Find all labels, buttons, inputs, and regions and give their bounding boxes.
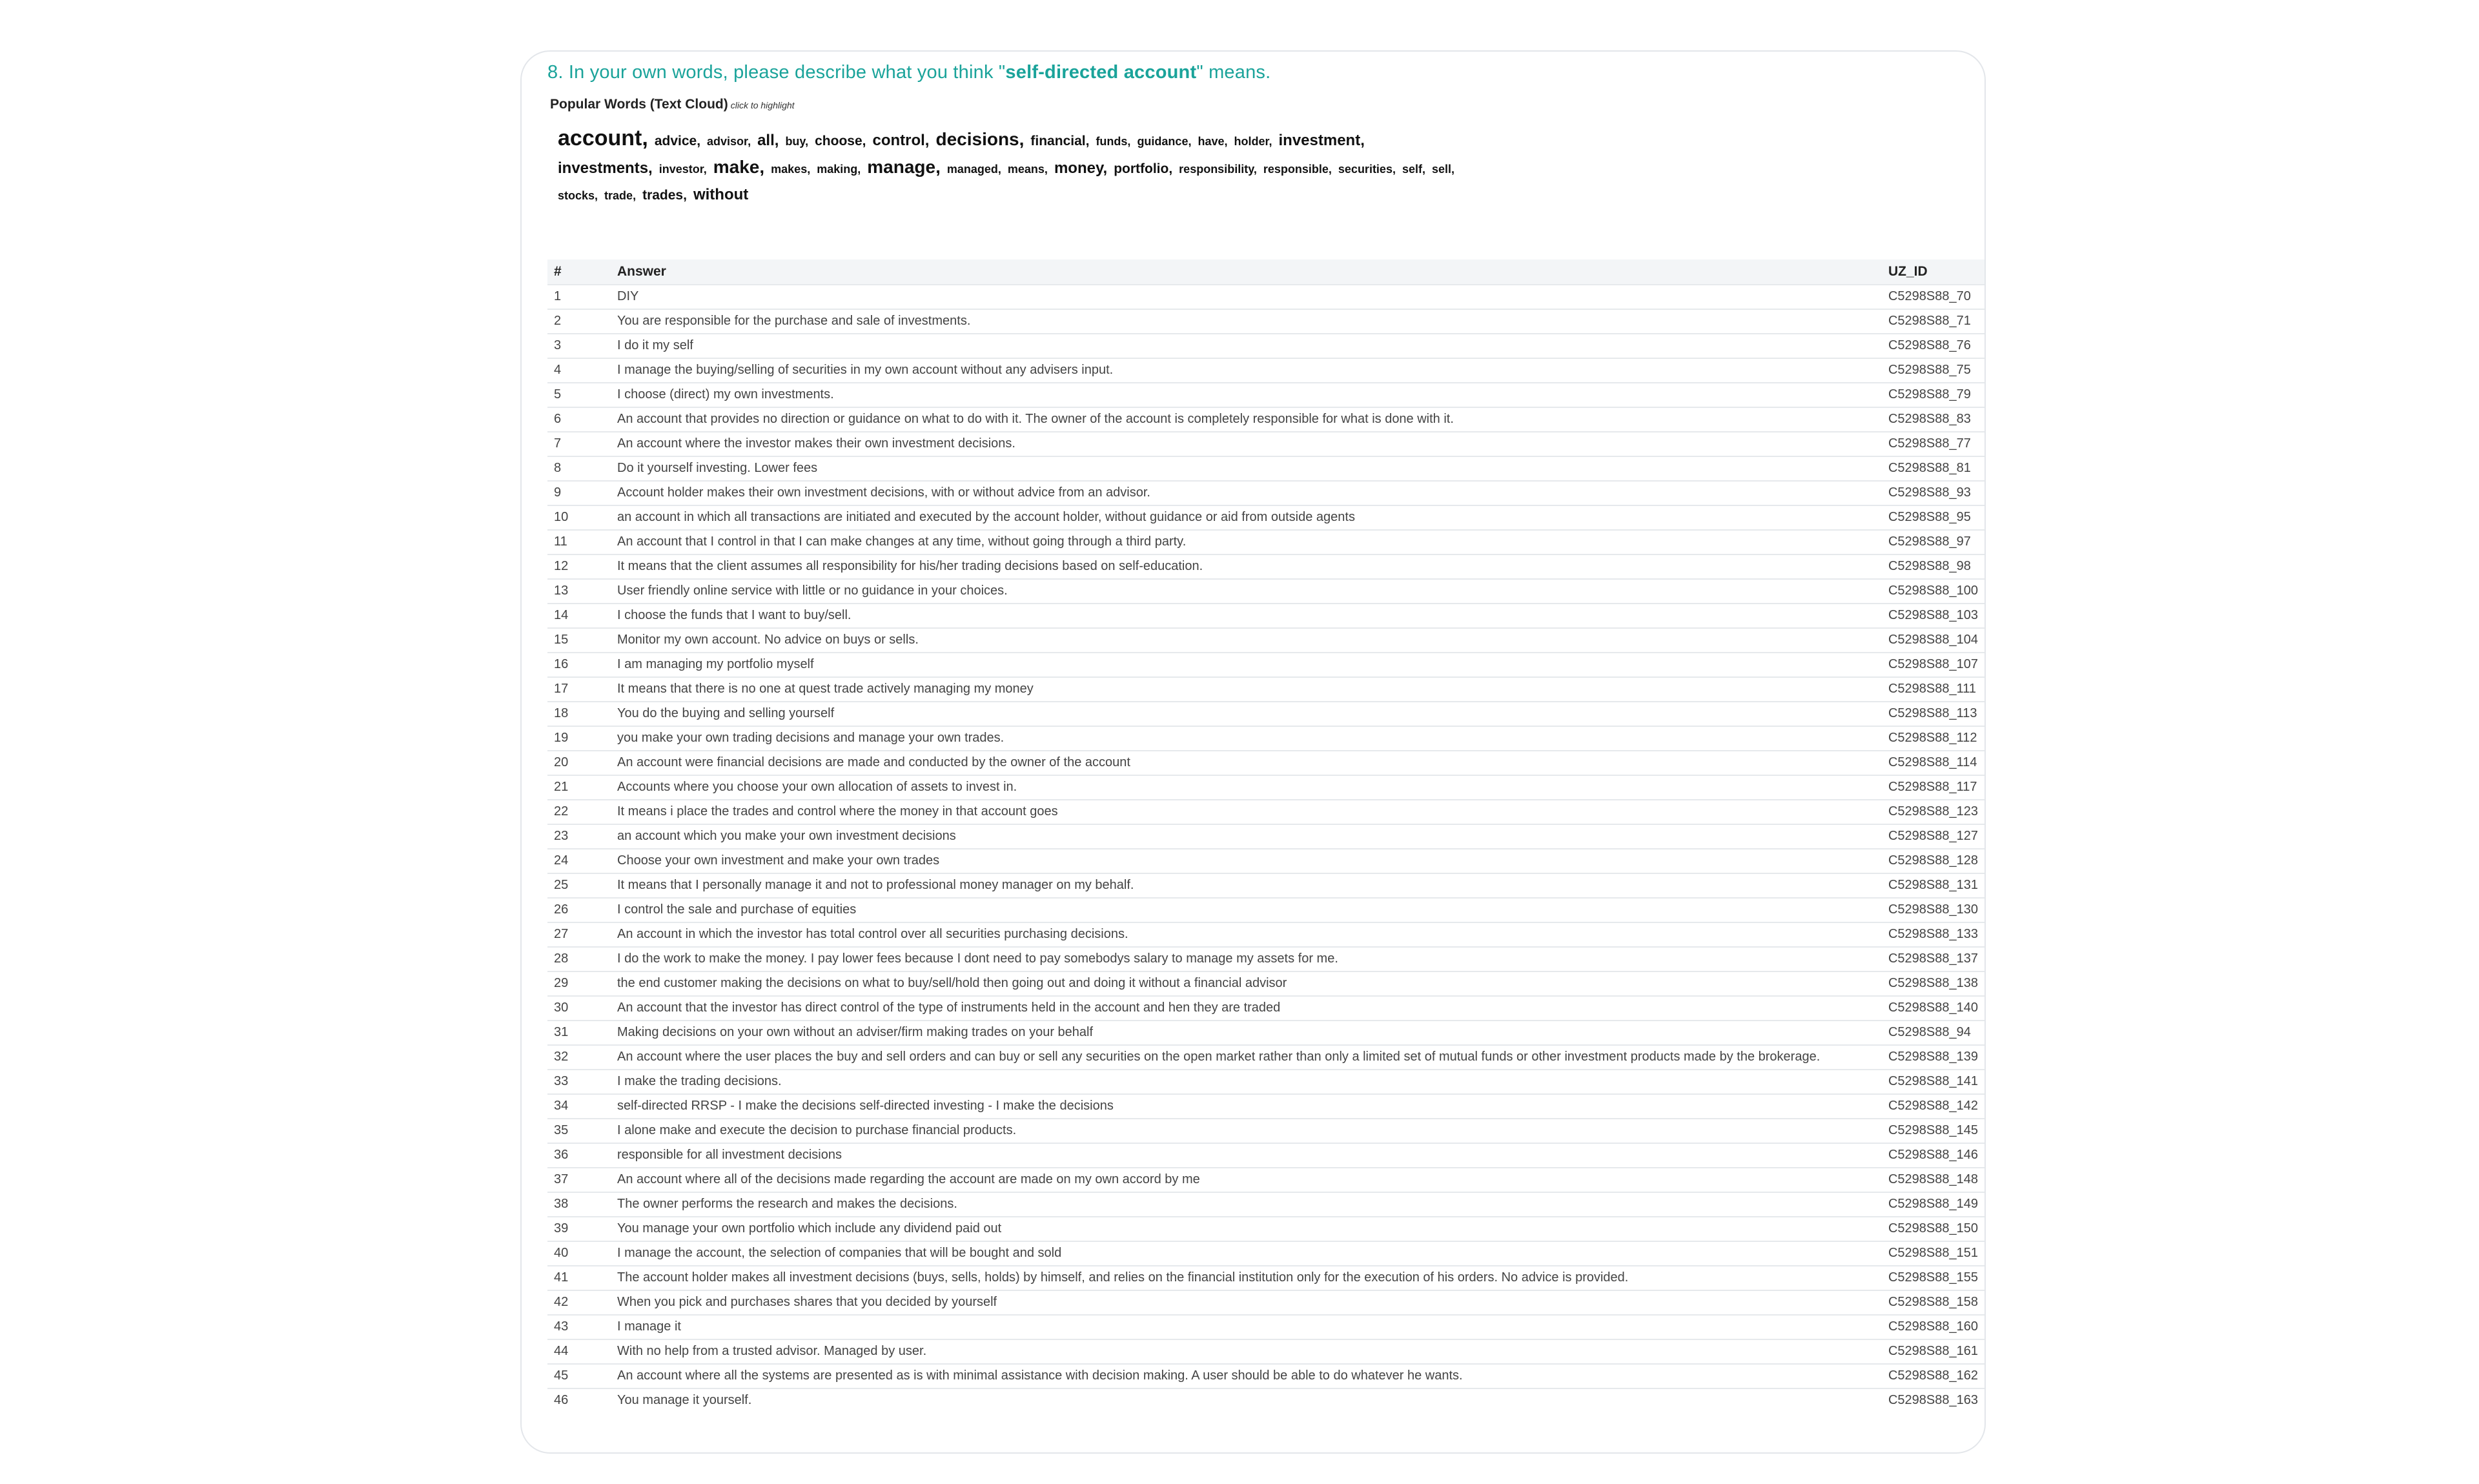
table-row (547, 432, 1984, 456)
table-row (547, 653, 1984, 677)
row-answer: An account where all the systems are presented as is with minimal assistance with decision making. A user should be able to do whatever he wants. (611, 1364, 1882, 1388)
row-number: 30 (547, 996, 611, 1021)
row-number: 6 (547, 407, 611, 432)
table-row (547, 604, 1984, 628)
row-answer: I choose the funds that I want to buy/sell. (611, 604, 1882, 628)
row-uz-id: C5298S88_151 (1882, 1241, 1984, 1266)
cloud-word[interactable]: funds, (1096, 135, 1131, 148)
header-number: # (547, 259, 611, 285)
table-row (547, 1021, 1984, 1045)
table-row (547, 922, 1984, 947)
row-number: 45 (547, 1364, 611, 1388)
row-number: 1 (547, 285, 611, 309)
text-cloud-title-label: Popular Words (Text Cloud) (550, 97, 728, 112)
row-answer: an account in which all transactions are initiated and executed by the account holder, without guidance or aid from outside agents (611, 505, 1882, 530)
cloud-word[interactable]: advisor, (707, 135, 751, 148)
row-uz-id: C5298S88_112 (1882, 726, 1984, 751)
question-emphasis: self-directed account (1005, 62, 1197, 83)
row-uz-id: C5298S88_139 (1882, 1045, 1984, 1070)
row-uz-id: C5298S88_128 (1882, 849, 1984, 873)
table-row (547, 383, 1984, 407)
cloud-word[interactable]: responsibility, (1179, 163, 1257, 176)
row-uz-id: C5298S88_83 (1882, 407, 1984, 432)
table-row (547, 530, 1984, 554)
row-uz-id: C5298S88_149 (1882, 1192, 1984, 1217)
cloud-word[interactable]: portfolio, (1114, 161, 1173, 176)
table-row (547, 1315, 1984, 1339)
question-heading (547, 62, 1270, 83)
table-row (547, 1388, 1984, 1412)
cloud-word[interactable]: make, (713, 157, 765, 177)
table-row (547, 947, 1984, 971)
row-uz-id: C5298S88_98 (1882, 554, 1984, 579)
row-number: 23 (547, 824, 611, 849)
row-uz-id: C5298S88_145 (1882, 1119, 1984, 1143)
table-row (547, 726, 1984, 751)
table-row (547, 1241, 1984, 1266)
row-answer: Monitor my own account. No advice on buys or sells. (611, 628, 1882, 653)
row-answer: Making decisions on your own without an adviser/firm making trades on your behalf (611, 1021, 1882, 1045)
row-number: 41 (547, 1266, 611, 1290)
row-answer: It means that the client assumes all responsibility for his/her trading decisions based on self-education. (611, 554, 1882, 579)
table-row (547, 309, 1984, 334)
text-cloud-title (550, 97, 795, 112)
row-uz-id: C5298S88_162 (1882, 1364, 1984, 1388)
row-answer: I make the trading decisions. (611, 1070, 1882, 1094)
row-number: 35 (547, 1119, 611, 1143)
row-uz-id: C5298S88_76 (1882, 334, 1984, 358)
header-answer: Answer (611, 259, 1882, 285)
table-row (547, 873, 1984, 898)
question-number: 8. (547, 62, 564, 83)
row-answer: I manage the buying/selling of securities in my own account without any advisers input. (611, 358, 1882, 383)
table-row (547, 579, 1984, 604)
table-row (547, 677, 1984, 702)
row-number: 37 (547, 1168, 611, 1192)
row-number: 5 (547, 383, 611, 407)
row-uz-id: C5298S88_123 (1882, 800, 1984, 824)
cloud-word[interactable]: account, (558, 126, 648, 150)
table-row (547, 481, 1984, 505)
cloud-word[interactable]: securities, (1338, 163, 1396, 176)
row-uz-id: C5298S88_95 (1882, 505, 1984, 530)
row-number: 7 (547, 432, 611, 456)
table-row (547, 1217, 1984, 1241)
row-answer: I am managing my portfolio myself (611, 653, 1882, 677)
row-number: 19 (547, 726, 611, 751)
row-number: 11 (547, 530, 611, 554)
row-uz-id: C5298S88_155 (1882, 1266, 1984, 1290)
table-row (547, 702, 1984, 726)
row-answer: An account that provides no direction or guidance on what to do with it. The owner of the account is completely responsible for what is done with it. (611, 407, 1882, 432)
row-answer: I manage it (611, 1315, 1882, 1339)
row-answer: It means i place the trades and control where the money in that account goes (611, 800, 1882, 824)
row-uz-id: C5298S88_104 (1882, 628, 1984, 653)
row-number: 9 (547, 481, 611, 505)
row-uz-id: C5298S88_127 (1882, 824, 1984, 849)
row-answer: When you pick and purchases shares that you decided by yourself (611, 1290, 1882, 1315)
row-number: 8 (547, 456, 611, 481)
cloud-word[interactable]: making, (817, 163, 861, 176)
table-row (547, 971, 1984, 996)
row-uz-id: C5298S88_111 (1882, 677, 1984, 702)
row-uz-id: C5298S88_113 (1882, 702, 1984, 726)
row-number: 20 (547, 751, 611, 775)
row-uz-id: C5298S88_163 (1882, 1388, 1984, 1412)
table-row (547, 1094, 1984, 1119)
table-row (547, 1339, 1984, 1364)
row-number: 17 (547, 677, 611, 702)
cloud-word[interactable]: managed, (946, 163, 1001, 176)
row-uz-id: C5298S88_94 (1882, 1021, 1984, 1045)
row-uz-id: C5298S88_141 (1882, 1070, 1984, 1094)
row-answer: Accounts where you choose your own allocation of assets to invest in. (611, 775, 1882, 800)
table-row (547, 358, 1984, 383)
row-uz-id: C5298S88_93 (1882, 481, 1984, 505)
row-answer: I control the sale and purchase of equities (611, 898, 1882, 922)
row-answer: You manage it yourself. (611, 1388, 1882, 1412)
row-uz-id: C5298S88_71 (1882, 309, 1984, 334)
table-row (547, 628, 1984, 653)
row-number: 33 (547, 1070, 611, 1094)
table-row (547, 1168, 1984, 1192)
row-uz-id: C5298S88_75 (1882, 358, 1984, 383)
row-uz-id: C5298S88_148 (1882, 1168, 1984, 1192)
row-number: 27 (547, 922, 611, 947)
question-prefix: In your own words, please describe what you think " (563, 62, 1006, 83)
row-answer: It means that I personally manage it and not to professional money manager on my behalf. (611, 873, 1882, 898)
table-row (547, 1119, 1984, 1143)
row-answer: Account holder makes their own investment decisions, with or without advice from an advisor. (611, 481, 1882, 505)
row-number: 39 (547, 1217, 611, 1241)
row-number: 12 (547, 554, 611, 579)
cloud-word[interactable]: responsible, (1263, 163, 1332, 176)
table-row (547, 1364, 1984, 1388)
row-answer: You do the buying and selling yourself (611, 702, 1882, 726)
row-uz-id: C5298S88_130 (1882, 898, 1984, 922)
row-number: 3 (547, 334, 611, 358)
row-number: 24 (547, 849, 611, 873)
text-cloud (558, 126, 1462, 209)
cloud-word[interactable]: have, (1198, 135, 1228, 148)
cloud-word[interactable]: means, (1007, 163, 1048, 176)
row-answer: An account that I control in that I can make changes at any time, without going through a third party. (611, 530, 1882, 554)
table-row (547, 505, 1984, 530)
table-row (547, 800, 1984, 824)
row-number: 46 (547, 1388, 611, 1412)
cloud-word[interactable]: holder, (1234, 135, 1272, 148)
cloud-word[interactable]: sell, (1432, 163, 1455, 176)
row-uz-id: C5298S88_150 (1882, 1217, 1984, 1241)
row-answer: I manage the account, the selection of companies that will be bought and sold (611, 1241, 1882, 1266)
answers-table (547, 259, 1984, 1412)
row-uz-id: C5298S88_161 (1882, 1339, 1984, 1364)
row-answer: An account in which the investor has total control over all securities purchasing decisions. (611, 922, 1882, 947)
row-answer: I do it my self (611, 334, 1882, 358)
row-number: 16 (547, 653, 611, 677)
row-number: 25 (547, 873, 611, 898)
table-row (547, 1192, 1984, 1217)
cloud-word[interactable]: money, (1054, 159, 1108, 177)
cloud-word[interactable]: financial, (1030, 134, 1090, 148)
row-uz-id: C5298S88_114 (1882, 751, 1984, 775)
row-uz-id: C5298S88_137 (1882, 947, 1984, 971)
row-number: 44 (547, 1339, 611, 1364)
row-answer: An account where the investor makes their own investment decisions. (611, 432, 1882, 456)
row-uz-id: C5298S88_133 (1882, 922, 1984, 947)
table-row (547, 407, 1984, 432)
row-number: 14 (547, 604, 611, 628)
row-answer: I do the work to make the money. I pay lower fees because I dont need to pay somebodys salary to manage my assets for me. (611, 947, 1882, 971)
row-answer: An account that the investor has direct control of the type of instruments held in the account and hen they are traded (611, 996, 1882, 1021)
cloud-word[interactable]: self, (1402, 163, 1425, 176)
row-number: 10 (547, 505, 611, 530)
table-row (547, 849, 1984, 873)
row-uz-id: C5298S88_160 (1882, 1315, 1984, 1339)
cloud-word[interactable]: investment, (1278, 132, 1365, 149)
cloud-word[interactable]: stocks, (558, 189, 598, 202)
row-number: 43 (547, 1315, 611, 1339)
cloud-word[interactable]: trades, (642, 188, 687, 203)
question-suffix: " means. (1196, 62, 1271, 83)
row-answer: Do it yourself investing. Lower fees (611, 456, 1882, 481)
row-number: 18 (547, 702, 611, 726)
row-answer: DIY (611, 285, 1882, 309)
row-uz-id: C5298S88_77 (1882, 432, 1984, 456)
table-row (547, 554, 1984, 579)
cloud-word[interactable]: choose, (815, 134, 866, 148)
row-number: 22 (547, 800, 611, 824)
row-answer: You are responsible for the purchase and sale of investments. (611, 309, 1882, 334)
row-answer: The owner performs the research and makes the decisions. (611, 1192, 1882, 1217)
row-answer: the end customer making the decisions on what to buy/sell/hold then going out and doing it without a financial advisor (611, 971, 1882, 996)
cloud-word[interactable]: trade, (604, 189, 637, 202)
text-cloud-hint: click to highlight (730, 100, 795, 110)
row-answer: I choose (direct) my own investments. (611, 383, 1882, 407)
row-number: 42 (547, 1290, 611, 1315)
table-row (547, 1045, 1984, 1070)
row-uz-id: C5298S88_142 (1882, 1094, 1984, 1119)
row-uz-id: C5298S88_117 (1882, 775, 1984, 800)
cloud-word[interactable]: without (693, 186, 749, 203)
table-row (547, 824, 1984, 849)
row-number: 15 (547, 628, 611, 653)
table-row (547, 751, 1984, 775)
answers-table-header (547, 259, 1984, 285)
row-answer: An account where all of the decisions made regarding the account are made on my own accord by me (611, 1168, 1882, 1192)
row-answer: User friendly online service with little or no guidance in your choices. (611, 579, 1882, 604)
cloud-word[interactable]: buy, (785, 135, 809, 148)
row-uz-id: C5298S88_131 (1882, 873, 1984, 898)
cloud-word[interactable]: guidance, (1137, 135, 1192, 148)
row-number: 21 (547, 775, 611, 800)
header-uz-id: UZ_ID (1882, 259, 1984, 285)
table-row (547, 1290, 1984, 1315)
row-uz-id: C5298S88_140 (1882, 996, 1984, 1021)
row-number: 36 (547, 1143, 611, 1168)
row-answer: An account were financial decisions are made and conducted by the owner of the account (611, 751, 1882, 775)
table-row (547, 775, 1984, 800)
cloud-word[interactable]: manage, (867, 157, 941, 177)
row-number: 34 (547, 1094, 611, 1119)
row-answer: An account where the user places the buy and sell orders and can buy or sell any securities on the open market rather than only a limited set of mutual funds or other investment products made by the brokerage. (611, 1045, 1882, 1070)
row-answer: you make your own trading decisions and manage your own trades. (611, 726, 1882, 751)
row-answer: self-directed RRSP - I make the decisions self-directed investing - I make the decisions (611, 1094, 1882, 1119)
table-row (547, 1070, 1984, 1094)
row-answer: I alone make and execute the decision to purchase financial products. (611, 1119, 1882, 1143)
table-row (547, 1266, 1984, 1290)
row-number: 13 (547, 579, 611, 604)
cloud-word[interactable]: decisions, (935, 129, 1025, 149)
row-uz-id: C5298S88_158 (1882, 1290, 1984, 1315)
table-row (547, 996, 1984, 1021)
row-uz-id: C5298S88_97 (1882, 530, 1984, 554)
answers-table-body (547, 285, 1984, 1412)
row-number: 32 (547, 1045, 611, 1070)
cloud-word[interactable]: control, (872, 132, 930, 149)
row-answer: It means that there is no one at quest trade actively managing my money (611, 677, 1882, 702)
row-uz-id: C5298S88_138 (1882, 971, 1984, 996)
row-number: 29 (547, 971, 611, 996)
row-number: 26 (547, 898, 611, 922)
row-answer: You manage your own portfolio which include any dividend paid out (611, 1217, 1882, 1241)
row-answer: Choose your own investment and make your own trades (611, 849, 1882, 873)
table-row (547, 898, 1984, 922)
table-row (547, 334, 1984, 358)
row-uz-id: C5298S88_146 (1882, 1143, 1984, 1168)
row-number: 28 (547, 947, 611, 971)
row-uz-id: C5298S88_70 (1882, 285, 1984, 309)
cloud-word[interactable]: investor, (658, 163, 707, 176)
row-number: 31 (547, 1021, 611, 1045)
row-answer: The account holder makes all investment decisions (buys, sells, holds) by himself, and relies on the financial institution only for the execution of his orders. No advice is provided. (611, 1266, 1882, 1290)
table-row (547, 1143, 1984, 1168)
row-uz-id: C5298S88_100 (1882, 579, 1984, 604)
cloud-word[interactable]: investments, (558, 159, 653, 177)
row-uz-id: C5298S88_81 (1882, 456, 1984, 481)
cloud-word[interactable]: all, (757, 132, 779, 149)
row-number: 4 (547, 358, 611, 383)
row-answer: responsible for all investment decisions (611, 1143, 1882, 1168)
row-uz-id: C5298S88_103 (1882, 604, 1984, 628)
question-card (520, 50, 1986, 1454)
row-number: 38 (547, 1192, 611, 1217)
cloud-word[interactable]: makes, (771, 163, 811, 176)
row-number: 2 (547, 309, 611, 334)
table-row (547, 456, 1984, 481)
cloud-word[interactable]: advice, (654, 134, 701, 148)
row-number: 40 (547, 1241, 611, 1266)
row-uz-id: C5298S88_79 (1882, 383, 1984, 407)
row-answer: With no help from a trusted advisor. Managed by user. (611, 1339, 1882, 1364)
row-answer: an account which you make your own investment decisions (611, 824, 1882, 849)
row-uz-id: C5298S88_107 (1882, 653, 1984, 677)
table-row (547, 285, 1984, 309)
